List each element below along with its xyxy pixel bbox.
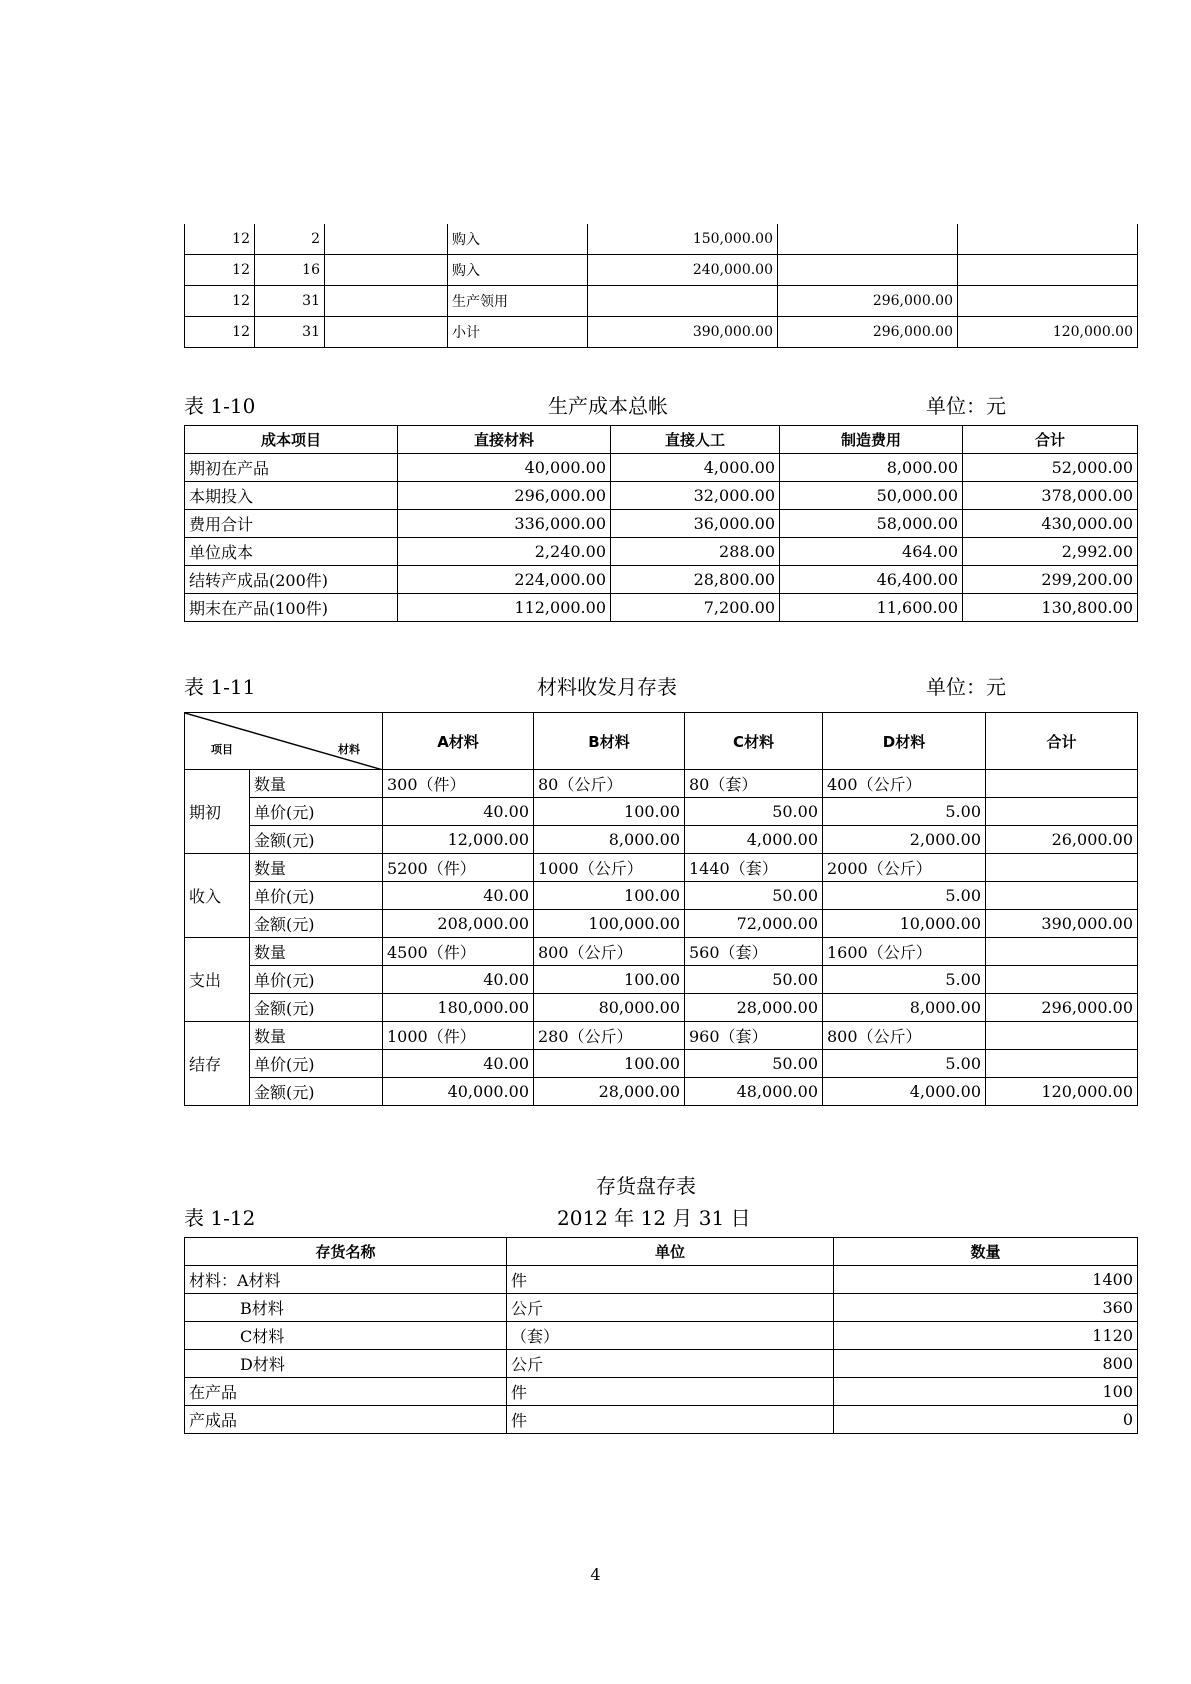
table-row [185,566,1138,594]
table-row [185,482,1138,510]
value-cell: 5.00 [823,1050,986,1078]
value-cell [986,966,1138,994]
value-cell: 40,000.00 [398,454,611,482]
row-label: 数量 [250,854,383,882]
ledger-day-cell: 2 [255,224,325,255]
value-cell [986,938,1138,966]
column-header: 存货名称 [185,1238,507,1266]
table-row [185,966,1138,994]
value-cell: 112,000.00 [398,594,611,622]
value-cell: 4,000.00 [611,454,780,482]
value-cell: 960（套） [685,1022,823,1050]
column-header: 合计 [963,426,1138,454]
value-cell: 208,000.00 [383,910,534,938]
ledger-voucher-cell [325,224,448,255]
value-cell: （套） [507,1322,834,1350]
value-cell [986,1022,1138,1050]
ledger-table [184,224,1138,348]
value-cell: 28,800.00 [611,566,780,594]
value-cell: 10,000.00 [823,910,986,938]
value-cell: 80（公斤） [534,770,685,798]
row-label: 金额(元) [250,1078,383,1106]
ledger-month-cell: 12 [185,255,255,286]
value-cell: 7,200.00 [611,594,780,622]
ledger-debit-cell: 240,000.00 [588,255,778,286]
row-label: 单价(元) [250,1050,383,1078]
row-label: 单位成本 [185,538,398,566]
column-header: 单位 [507,1238,834,1266]
value-cell: 100 [834,1378,1138,1406]
value-cell: 4,000.00 [685,826,823,854]
value-cell: 28,000.00 [534,1078,685,1106]
value-cell: 80,000.00 [534,994,685,1022]
table-1-10-title: 生产成本总帐 [548,394,668,418]
table-row [185,1266,1138,1294]
row-label: 期末在产品(100件) [185,594,398,622]
value-cell: 80（套） [685,770,823,798]
table-row [185,770,1138,798]
value-cell: 公斤 [507,1294,834,1322]
table-row [185,1294,1138,1322]
value-cell: 50.00 [685,798,823,826]
value-cell: 公斤 [507,1350,834,1378]
corner-label-item: 项目 [211,743,233,756]
material-monthly-stock-table [184,712,1138,1106]
table-1-10-unit: 单位：元 [926,394,1006,418]
table-row [185,1050,1138,1078]
ledger-summary-cell: 购入 [448,224,588,255]
value-cell: 2,992.00 [963,538,1138,566]
row-label: 材料：A材料 [185,1266,507,1294]
value-cell: 件 [507,1406,834,1434]
table-row [185,1378,1138,1406]
table-row [185,286,1138,317]
table-row [185,1406,1138,1434]
value-cell [986,798,1138,826]
value-cell [986,854,1138,882]
table-row [185,994,1138,1022]
value-cell: 2,000.00 [823,826,986,854]
corner-label-material: 材料 [338,743,360,756]
value-cell: 1600（公斤） [823,938,986,966]
row-label: D材料 [185,1350,507,1378]
column-header: B材料 [534,713,685,770]
value-cell: 378,000.00 [963,482,1138,510]
value-cell: 800 [834,1350,1138,1378]
table-row [185,454,1138,482]
table-row [185,854,1138,882]
table-row [185,594,1138,622]
ledger-credit-cell [778,224,958,255]
value-cell: 12,000.00 [383,826,534,854]
column-header: 制造费用 [780,426,963,454]
ledger-balance-cell [958,255,1138,286]
value-cell: 360 [834,1294,1138,1322]
value-cell: 件 [507,1378,834,1406]
value-cell: 120,000.00 [986,1078,1138,1106]
value-cell: 100.00 [534,798,685,826]
ledger-balance-cell [958,286,1138,317]
column-header: A材料 [383,713,534,770]
value-cell [986,770,1138,798]
value-cell: 1000（公斤） [534,854,685,882]
row-label: 金额(元) [250,994,383,1022]
value-cell: 8,000.00 [780,454,963,482]
table-row [185,826,1138,854]
value-cell: 5.00 [823,966,986,994]
page-number: 4 [590,1565,601,1584]
value-cell: 1400 [834,1266,1138,1294]
value-cell: 100.00 [534,966,685,994]
value-cell: 280（公斤） [534,1022,685,1050]
table-1-12-title: 存货盘存表 [596,1174,696,1198]
value-cell [986,1050,1138,1078]
value-cell: 4500（件） [383,938,534,966]
ledger-day-cell: 31 [255,286,325,317]
group-label: 结存 [185,1022,250,1106]
table-1-10-label: 表 1-10 [184,394,256,418]
value-cell: 430,000.00 [963,510,1138,538]
value-cell: 28,000.00 [685,994,823,1022]
table-row [185,1078,1138,1106]
value-cell: 32,000.00 [611,482,780,510]
ledger-summary-cell: 小计 [448,317,588,348]
value-cell: 40.00 [383,1050,534,1078]
row-label: 数量 [250,938,383,966]
ledger-voucher-cell [325,255,448,286]
table-row [185,1022,1138,1050]
table-1-12-date: 2012 年 12 月 31 日 [557,1206,751,1230]
table-row [185,538,1138,566]
table-row [185,938,1138,966]
value-cell: 26,000.00 [986,826,1138,854]
value-cell: 50.00 [685,882,823,910]
row-label: 产成品 [185,1406,507,1434]
value-cell [986,882,1138,910]
corner-header [185,713,383,770]
group-label: 收入 [185,854,250,938]
value-cell: 8,000.00 [823,994,986,1022]
ledger-summary-cell: 生产领用 [448,286,588,317]
value-cell: 52,000.00 [963,454,1138,482]
value-cell: 40.00 [383,882,534,910]
value-cell: 36,000.00 [611,510,780,538]
value-cell: 50.00 [685,1050,823,1078]
table-1-12-label: 表 1-12 [184,1206,256,1230]
row-label: 本期投入 [185,482,398,510]
column-header: 直接材料 [398,426,611,454]
row-label: 数量 [250,770,383,798]
row-label: 单价(元) [250,882,383,910]
ledger-balance-cell: 120,000.00 [958,317,1138,348]
ledger-summary-cell: 购入 [448,255,588,286]
value-cell: 299,200.00 [963,566,1138,594]
group-label: 期初 [185,770,250,854]
row-label: 单价(元) [250,966,383,994]
value-cell: 390,000.00 [986,910,1138,938]
table-row [185,224,1138,255]
row-label: 金额(元) [250,826,383,854]
ledger-day-cell: 31 [255,317,325,348]
ledger-balance-cell [958,224,1138,255]
column-header: 数量 [834,1238,1138,1266]
value-cell: 336,000.00 [398,510,611,538]
table-row [185,1350,1138,1378]
column-header: 合计 [986,713,1138,770]
column-header: C材料 [685,713,823,770]
ledger-day-cell: 16 [255,255,325,286]
value-cell: 224,000.00 [398,566,611,594]
value-cell: 72,000.00 [685,910,823,938]
value-cell: 1440（套） [685,854,823,882]
value-cell: 288.00 [611,538,780,566]
table-row [185,1322,1138,1350]
value-cell: 40,000.00 [383,1078,534,1106]
table-row [185,510,1138,538]
value-cell: 48,000.00 [685,1078,823,1106]
table-row [185,910,1138,938]
ledger-credit-cell: 296,000.00 [778,286,958,317]
value-cell: 5.00 [823,882,986,910]
value-cell: 58,000.00 [780,510,963,538]
column-header: D材料 [823,713,986,770]
ledger-month-cell: 12 [185,286,255,317]
ledger-debit-cell: 390,000.00 [588,317,778,348]
value-cell: 100,000.00 [534,910,685,938]
table-1-11-label: 表 1-11 [184,675,256,699]
table-row [185,255,1138,286]
inventory-count-table [184,1237,1138,1434]
value-cell: 50,000.00 [780,482,963,510]
row-label: 在产品 [185,1378,507,1406]
value-cell: 0 [834,1406,1138,1434]
value-cell: 5200（件） [383,854,534,882]
column-header: 成本项目 [185,426,398,454]
row-label: B材料 [185,1294,507,1322]
production-cost-ledger-table [184,425,1138,622]
value-cell: 11,600.00 [780,594,963,622]
column-header: 直接人工 [611,426,780,454]
value-cell: 2,240.00 [398,538,611,566]
row-label: 费用合计 [185,510,398,538]
value-cell: 50.00 [685,966,823,994]
value-cell: 100.00 [534,882,685,910]
row-label: C材料 [185,1322,507,1350]
value-cell: 180,000.00 [383,994,534,1022]
value-cell: 8,000.00 [534,826,685,854]
value-cell: 296,000.00 [398,482,611,510]
value-cell: 40.00 [383,966,534,994]
ledger-voucher-cell [325,317,448,348]
value-cell: 800（公斤） [534,938,685,966]
value-cell: 40.00 [383,798,534,826]
row-label: 单价(元) [250,798,383,826]
row-label: 结转产成品(200件) [185,566,398,594]
value-cell: 800（公斤） [823,1022,986,1050]
value-cell: 1120 [834,1322,1138,1350]
value-cell: 300（件） [383,770,534,798]
row-label: 金额(元) [250,910,383,938]
ledger-credit-cell: 296,000.00 [778,317,958,348]
row-label: 数量 [250,1022,383,1050]
ledger-credit-cell [778,255,958,286]
value-cell: 2000（公斤） [823,854,986,882]
table-row [185,317,1138,348]
table-row [185,798,1138,826]
ledger-debit-cell: 150,000.00 [588,224,778,255]
value-cell: 件 [507,1266,834,1294]
value-cell: 130,800.00 [963,594,1138,622]
value-cell: 1000（件） [383,1022,534,1050]
ledger-month-cell: 12 [185,224,255,255]
table-1-11-title: 材料收发月存表 [537,675,677,699]
value-cell: 4,000.00 [823,1078,986,1106]
ledger-month-cell: 12 [185,317,255,348]
value-cell: 400（公斤） [823,770,986,798]
value-cell: 46,400.00 [780,566,963,594]
value-cell: 560（套） [685,938,823,966]
table-row [185,882,1138,910]
ledger-debit-cell [588,286,778,317]
table-1-11-unit: 单位：元 [926,675,1006,699]
value-cell: 464.00 [780,538,963,566]
ledger-voucher-cell [325,286,448,317]
value-cell: 5.00 [823,798,986,826]
value-cell: 296,000.00 [986,994,1138,1022]
group-label: 支出 [185,938,250,1022]
value-cell: 100.00 [534,1050,685,1078]
row-label: 期初在产品 [185,454,398,482]
